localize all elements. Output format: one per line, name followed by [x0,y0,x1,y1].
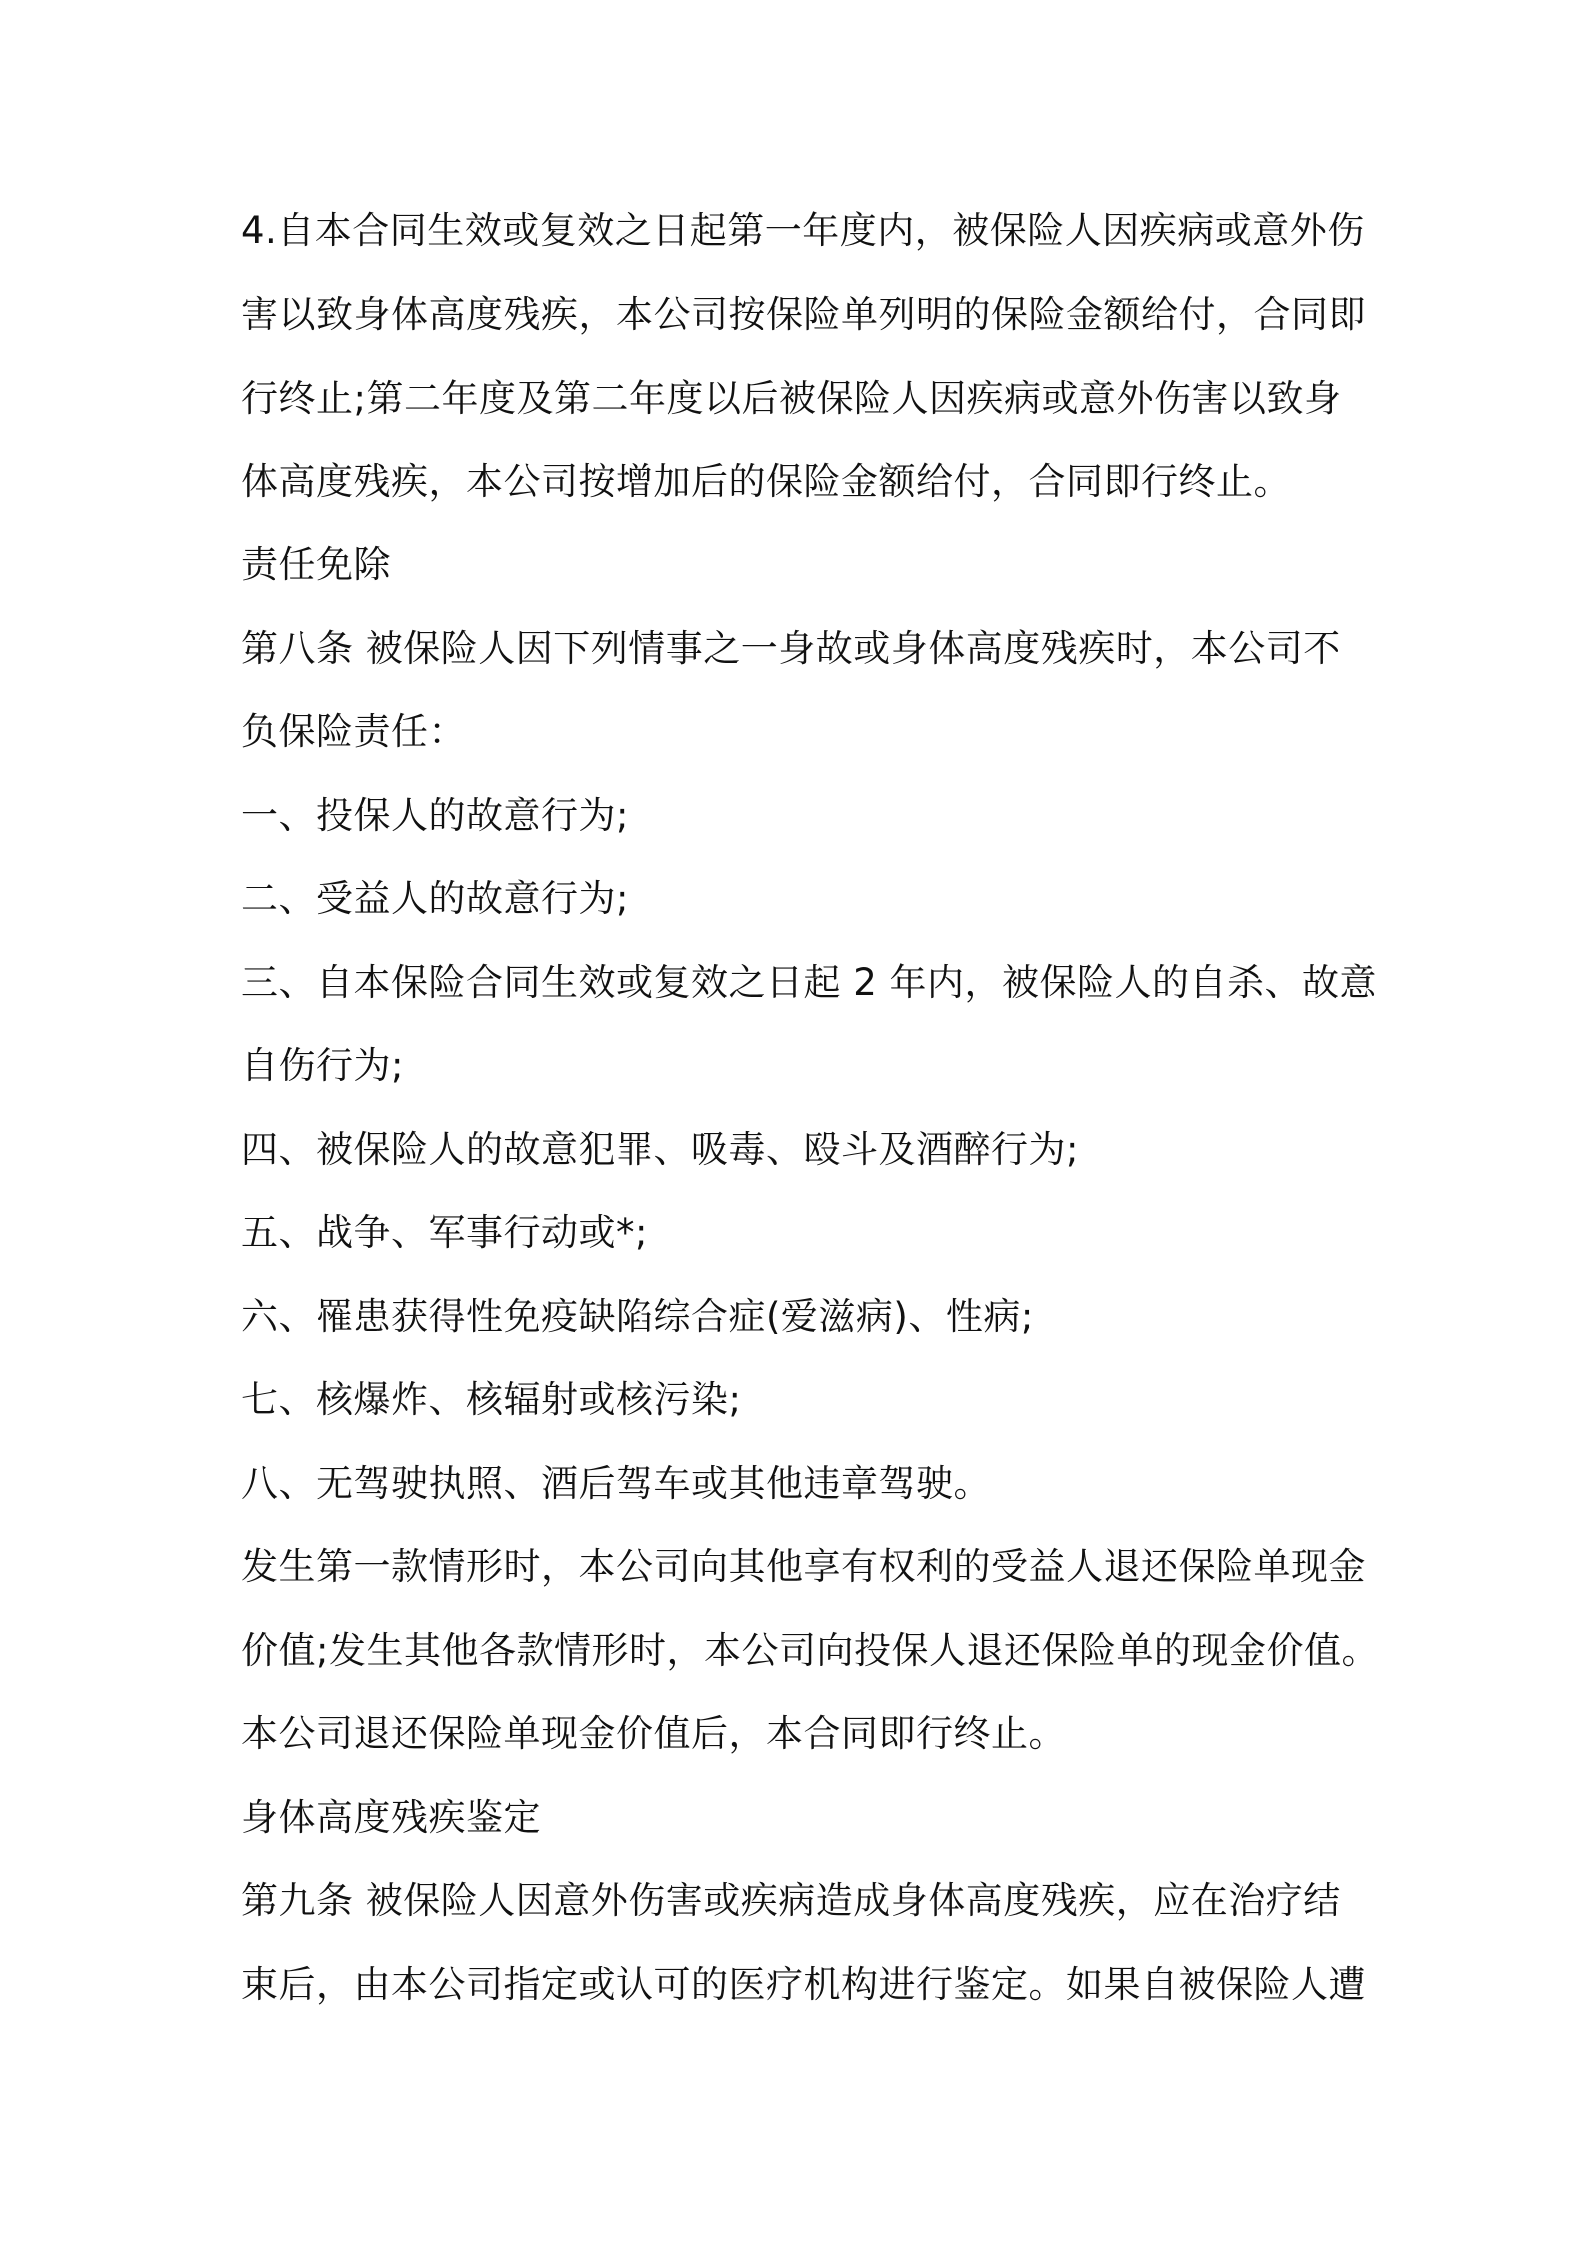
list-item: 六、罹患获得性免疫缺陷综合症(爱滋病)、性病; [241,1295,1034,1338]
paragraph-line: 体高度残疾，本公司按增加后的保险金额给付，合同即行终止。 [241,460,1291,503]
paragraph-line: 本公司退还保险单现金价值后，本合同即行终止。 [241,1712,1066,1755]
paragraph-line: 束后，由本公司指定或认可的医疗机构进行鉴定。如果自被保险人遭 [241,1963,1366,2006]
list-item: 八、无驾驶执照、酒后驾车或其他违章驾驶。 [241,1462,991,1505]
list-item: 二、受益人的故意行为; [241,877,629,920]
paragraph-line: 第九条 被保险人因意外伤害或疾病造成身体高度残疾，应在治疗结 [241,1879,1341,1922]
section-heading: 责任免除 [241,543,391,586]
paragraph-line: 负保险责任： [241,710,466,753]
list-item: 一、投保人的故意行为; [241,794,629,837]
paragraph-line: 害以致身体高度残疾，本公司按保险单列明的保险金额给付，合同即 [241,293,1366,336]
list-item: 四、被保险人的故意犯罪、吸毒、殴斗及酒醉行为; [241,1128,1079,1171]
paragraph-line: 行终止;第二年度及第二年度以后被保险人因疾病或意外伤害以致身 [241,377,1342,420]
list-item: 七、核爆炸、核辐射或核污染; [241,1378,742,1421]
list-item: 自伤行为; [241,1044,404,1087]
paragraph-line: 发生第一款情形时，本公司向其他享有权利的受益人退还保险单现金 [241,1545,1366,1588]
list-item: 五、战争、军事行动或*; [241,1211,648,1254]
section-heading: 身体高度残疾鉴定 [241,1796,541,1839]
paragraph-line: 第八条 被保险人因下列情事之一身故或身体高度残疾时，本公司不 [241,627,1341,670]
paragraph-line: 4.自本合同生效或复效之日起第一年度内，被保险人因疾病或意外伤 [241,209,1365,252]
paragraph-line: 价值;发生其他各款情形时，本公司向投保人退还保险单的现金价值。 [241,1629,1379,1672]
list-item: 三、自本保险合同生效或复效之日起 2 年内，被保险人的自杀、故意 [241,961,1378,1004]
